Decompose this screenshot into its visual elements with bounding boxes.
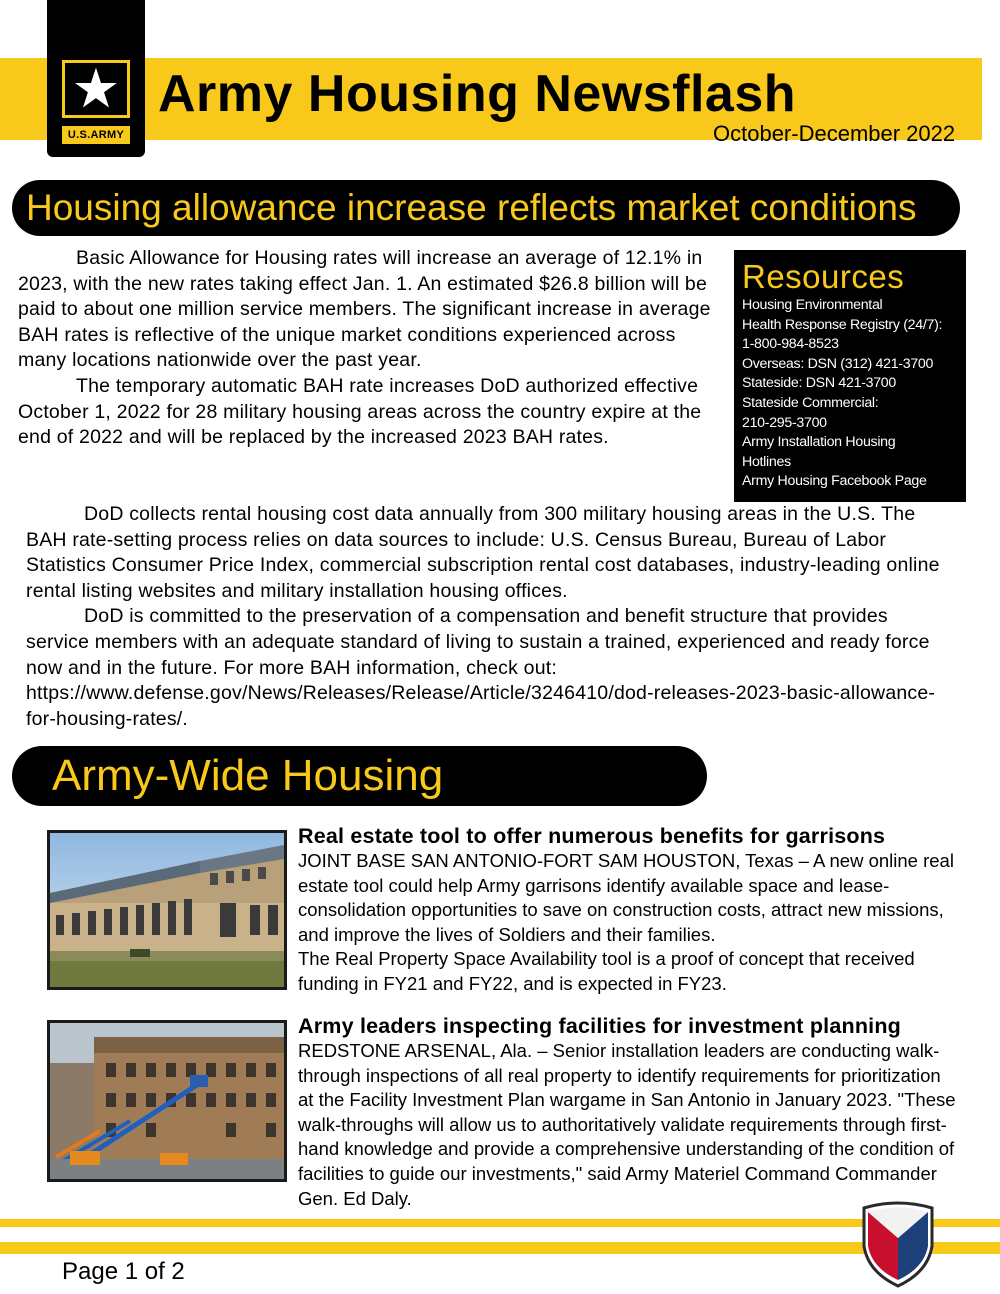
paragraph: Basic Allowance for Housing rates will increase an average of 12.1% in 2023, with the new rates taking effect Jan. 1. An estimated $26.8 billion will be paid to about one million service members. The significant increase in average BAH rates is reflective of the unique market conditions experienced across many locations nationwide over the past year. [18, 247, 711, 372]
page-number: Page 1 of 2 [62, 1258, 185, 1285]
paragraph: DoD collects rental housing cost data annually from 300 military housing areas in the U.S. The BAH rate-setting process relies on data sources to include: U.S. Census Bureau, Bureau of Labor Statistics Consumer Price Index, commercial subscription rental cost databases, industry-leading online rental listing websites and military installation housing offices. [26, 503, 940, 602]
star-icon: ★ [71, 59, 121, 119]
article-body-real-estate-tool [298, 849, 958, 997]
resource-line: Housing Environmental [742, 297, 883, 313]
article-column-text [18, 246, 724, 451]
resource-line: Stateside: DSN 421-3700 [742, 375, 896, 392]
resource-link-facebook[interactable]: Army Housing Facebook Page [742, 473, 927, 490]
resource-line: Overseas: DSN (312) 421-3700 [742, 355, 934, 372]
issue-date: October-December 2022 [713, 121, 956, 146]
article-full-text [26, 502, 956, 732]
paragraph: JOINT BASE SAN ANTONIO-FORT SAM HOUSTON, Texas – A new online real estate tool could help Army garrisons identify available space and lease-consolidation opportunities to save on construction costs, attract new missions, and improve the lives of Soldiers and their families. [298, 850, 954, 945]
resource-line: Health Response Registry (24/7): [742, 316, 943, 333]
paragraph: DoD is committed to the preservation of a compensation and benefit structure that provides service members with an adequate standard of living to sustain a trained, experienced and ready force now and in the future. For more BAH information, check out: https://www.defense.gov/News/Releases/Release/Article/3246410/dod-releases-2023-basic-allowance-for-housing-rates/. [26, 605, 936, 730]
paragraph: The temporary automatic BAH rate increases DoD authorized effective October 1, 2022 for 28 military housing areas across the country expire at the end of 2022 and will be replaced by the increased 2023 BAH rates. [18, 374, 702, 449]
article-body-facility-inspection [298, 1039, 958, 1211]
footer-stripe [0, 1219, 1000, 1227]
logo-text: U.S.ARMY [62, 126, 130, 144]
resource-phone[interactable]: 210-295-3700 [742, 414, 827, 431]
paragraph: REDSTONE ARSENAL, Ala. – Senior installation leaders are conducting walk-through inspections of all real property to identify requirements for prioritization at the Facility Investment Plan wargame in San Antonio in January 2023. "These walk-throughs will allow us to authoritatively validate requirements through first-hand knowledge and provide a comprehensive understanding of the condition of facilities to guide our investments," said Army Materiel Command Commander Gen. Ed Daly. [298, 1040, 956, 1209]
section-banner-army-wide: Army-Wide Housing [12, 746, 707, 806]
resources-title: Resources [742, 258, 905, 295]
article-title-facility-inspection: Army leaders inspecting facilities for investment planning [298, 1014, 901, 1038]
resource-link[interactable]: Army Installation Housing [742, 434, 896, 451]
facility-inspection-photo [47, 1020, 287, 1182]
resources-box [734, 250, 966, 502]
amc-shield-icon [858, 1198, 938, 1288]
newsletter-title: Army Housing Newsflash [158, 65, 797, 123]
footer-stripe [0, 1242, 1000, 1254]
resource-link[interactable]: Hotlines [742, 453, 791, 470]
section-banner-housing-allowance: Housing allowance increase reflects market conditions [12, 180, 960, 236]
resource-phone[interactable]: 1-800-984-8523 [742, 336, 839, 353]
resource-line: Stateside Commercial: [742, 394, 879, 411]
garrison-building-photo [47, 830, 287, 990]
article-title-real-estate-tool: Real estate tool to offer numerous benefits for garrisons [298, 824, 886, 848]
paragraph: The Real Property Space Availability tool is a proof of concept that received funding in FY21 and FY22, and is expected in FY23. [298, 948, 915, 994]
